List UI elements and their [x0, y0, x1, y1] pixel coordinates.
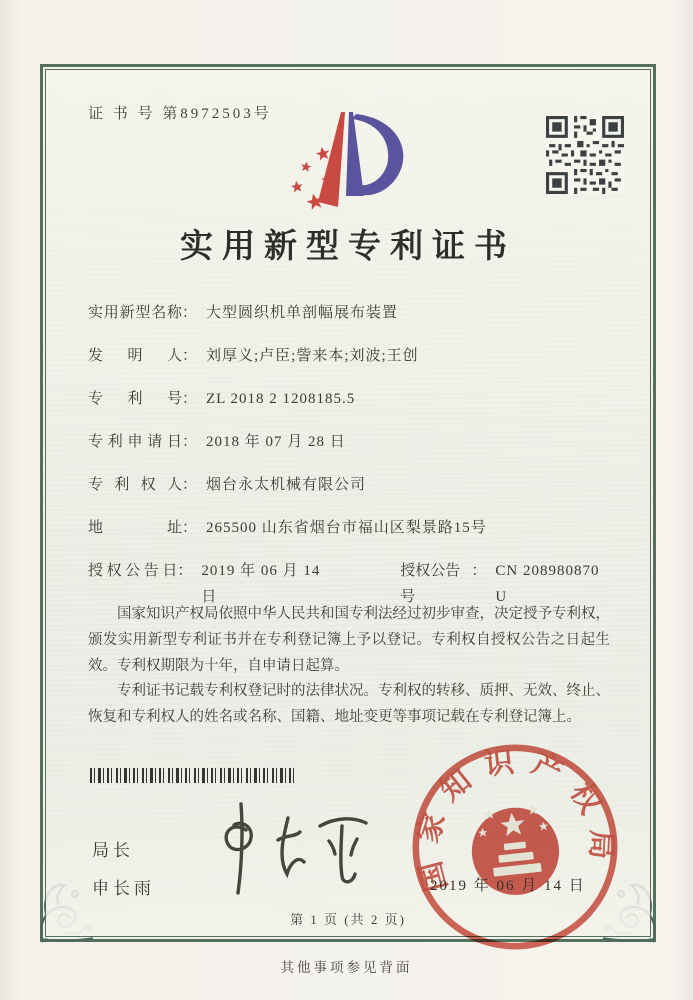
field-label: 专利号 [88, 391, 182, 407]
certificate-title: 实用新型专利证书 [180, 229, 516, 265]
field-colon: ： [177, 563, 193, 579]
field-label: 专利申请日 [88, 434, 182, 450]
signer-name: 申长雨 [92, 879, 155, 898]
field-row-name [88, 300, 610, 326]
official-red-seal-icon [395, 727, 635, 967]
field-colon: ： [182, 520, 198, 536]
field-value: 265500 山东省烟台市福山区梨景路15号 [206, 520, 487, 536]
field-colon: ： [182, 391, 198, 407]
certificate-body [46, 70, 650, 936]
field-colon: ： [182, 348, 198, 364]
field-value: ZL 2018 2 1208185.5 [206, 391, 356, 407]
field-colon: ： [182, 477, 198, 493]
back-side-note: 其他事项参见背面 [280, 960, 413, 975]
field-value: 大型圆织机单剖幅展布装置 [206, 305, 399, 321]
field-colon: ： [182, 305, 198, 321]
cnipa-logo-icon [286, 110, 424, 214]
field-list [88, 300, 610, 610]
field-value: 刘厚义;卢臣;訾来本;刘波;王创 [206, 348, 419, 364]
field-label: 发明人 [88, 348, 182, 364]
grant-date-value: 2019 年 06 月 14 日 [201, 563, 321, 605]
seal-date: 2019 年 06 月 14 日 [430, 878, 586, 894]
legal-paragraph: 国家知识产权局依照中华人民共和国专利法经过初步审查，决定授予专利权，颁发实用新型专利证书并在专利登记簿上予以登记。专利权自授权公告之日起生效。专利权期限为十年，自申请日起算。 [88, 606, 610, 674]
page-number: 第 1 页 (共 2 页) [290, 912, 406, 927]
signer-block [92, 836, 155, 912]
field-colon: ： [182, 434, 198, 450]
grant-number-value: CN 208980870 U [495, 563, 600, 605]
field-row-address [88, 515, 610, 541]
seal-text: 国家知识产权局 [411, 745, 618, 895]
field-label: 地址 [88, 520, 182, 536]
qr-code-icon [546, 116, 624, 194]
field-label: 授权公告日 [88, 563, 178, 579]
field-row-patentee [88, 472, 610, 498]
field-row-inventors [88, 343, 610, 369]
legal-paragraph: 专利证书记载专利权登记时的法律状况。专利权的转移、质押、无效、终止、恢复和专利权人的姓名或名称、国籍、地址变更等事项记载在专利登记簿上。 [88, 683, 610, 726]
certificate-number: 证 书 号 第8972503号 [88, 106, 272, 122]
field-row-filing-date [88, 429, 610, 455]
signer-title: 局长 [92, 841, 134, 860]
field-value: 2018 年 07 月 28 日 [206, 434, 346, 450]
legal-text [88, 602, 610, 731]
field-colon: ： [471, 563, 487, 579]
barcode-icon [90, 768, 294, 783]
field-label: 授权公告号 [400, 563, 461, 605]
field-row-patent-number [88, 386, 610, 412]
field-label: 专利权人 [88, 477, 182, 493]
certificate-border-frame [40, 64, 656, 942]
field-value: 烟台永太机械有限公司 [206, 477, 367, 493]
field-label: 实用新型名称 [88, 305, 182, 321]
handwritten-signature-icon [194, 798, 394, 908]
